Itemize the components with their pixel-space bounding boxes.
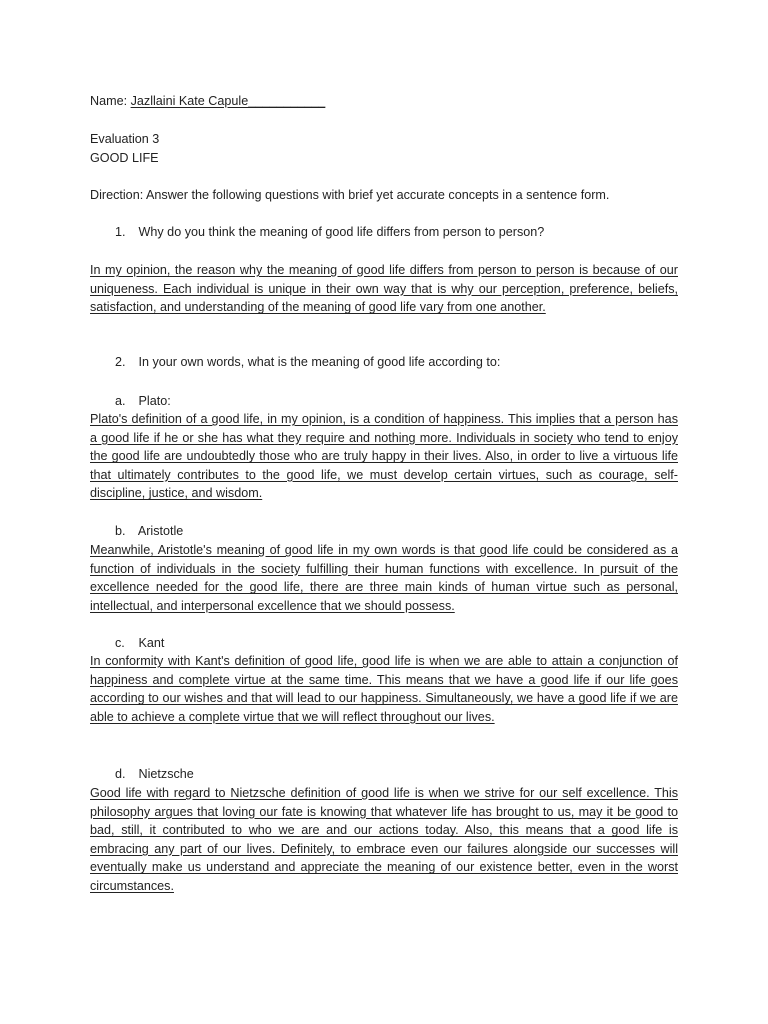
answer-plato: Plato's definition of a good life, in my opinion, is a condition of happiness. This implies that a person has a good life if he or she has what they require and nothing more. Individuals in society who tend to enjoy the good life are undoubtedly those who are truly happy in their lives. Also, in order to live a virtuous life that ultimately contributes to the good life, we must develop certain virtues, such as courage, self-discipline, justice, and wisdom.: [90, 412, 678, 501]
part-c-heading: [115, 634, 164, 653]
part-c-letter: c.: [115, 636, 125, 650]
question-2-number: 2.: [115, 355, 126, 369]
part-b-letter: b.: [115, 524, 126, 538]
part-b-label: Aristotle: [137, 524, 184, 538]
evaluation-title: Evaluation 3: [90, 132, 160, 146]
part-d-label: Nietzsche: [138, 767, 194, 781]
name-label: Name:: [90, 94, 128, 108]
question-1-number: 1.: [115, 225, 126, 239]
part-a-label: Plato:: [138, 394, 171, 408]
part-d-letter: d.: [115, 767, 126, 781]
question-1: [115, 223, 544, 242]
answer-nietzsche: Good life with regard to Nietzsche definition of good life is when we strive for our self excellence. This philosophy argues that loving our fate is knowing that whatever life has brought to us, may it be good to bad, still, it contributed to who we are and our actions today. Also, this means that a good life is embracing any part of our lives. Definitely, to embrace even our failures alongside our successes will eventually make us understand and appreciate the meaning of our existence better, even in the worst circumstances.: [90, 786, 678, 893]
answer-aristotle: Meanwhile, Aristotle's meaning of good life in my own words is that good life could be considered as a function of individuals in the society fulfilling their human functions with excellence. In pursuit of the excellence needed for the good life, there are three main kinds of human virtue such as personal, intellectual, and interpersonal excellence that we should possess.: [90, 543, 678, 613]
name-line: [90, 92, 325, 111]
answer-kant: In conformity with Kant's definition of good life, good life is when we are able to attain a conjunction of happiness and complete virtue at the same time. This means that we have a good life if our life goes according to our wishes and that will lead to our happiness. Simultaneously, we have a good life if we are able to achieve a complete virtue that we will reflect throughout our lives.: [90, 654, 678, 724]
part-a-heading: [115, 392, 171, 411]
question-2: [115, 353, 500, 372]
answer-1: In my opinion, the reason why the meaning of good life differs from person to person is because of our uniqueness. Each individual is unique in their own way that is why our perception, preference, beliefs, satisfaction, and understanding of the meaning of good life vary from one another.: [90, 263, 678, 315]
topic-title: GOOD LIFE: [90, 151, 159, 165]
name-value: Jazllaini Kate Capule___________: [130, 94, 326, 108]
question-2-text: In your own words, what is the meaning of good life according to:: [138, 355, 501, 369]
direction-text: Direction: Answer the following questions with brief yet accurate concepts in a sentence form.: [90, 188, 610, 202]
part-c-label: Kant: [138, 636, 165, 650]
part-b-heading: [115, 522, 183, 541]
part-a-letter: a.: [115, 394, 126, 408]
question-1-text: Why do you think the meaning of good life differs from person to person?: [138, 225, 545, 239]
part-d-heading: [115, 765, 194, 784]
